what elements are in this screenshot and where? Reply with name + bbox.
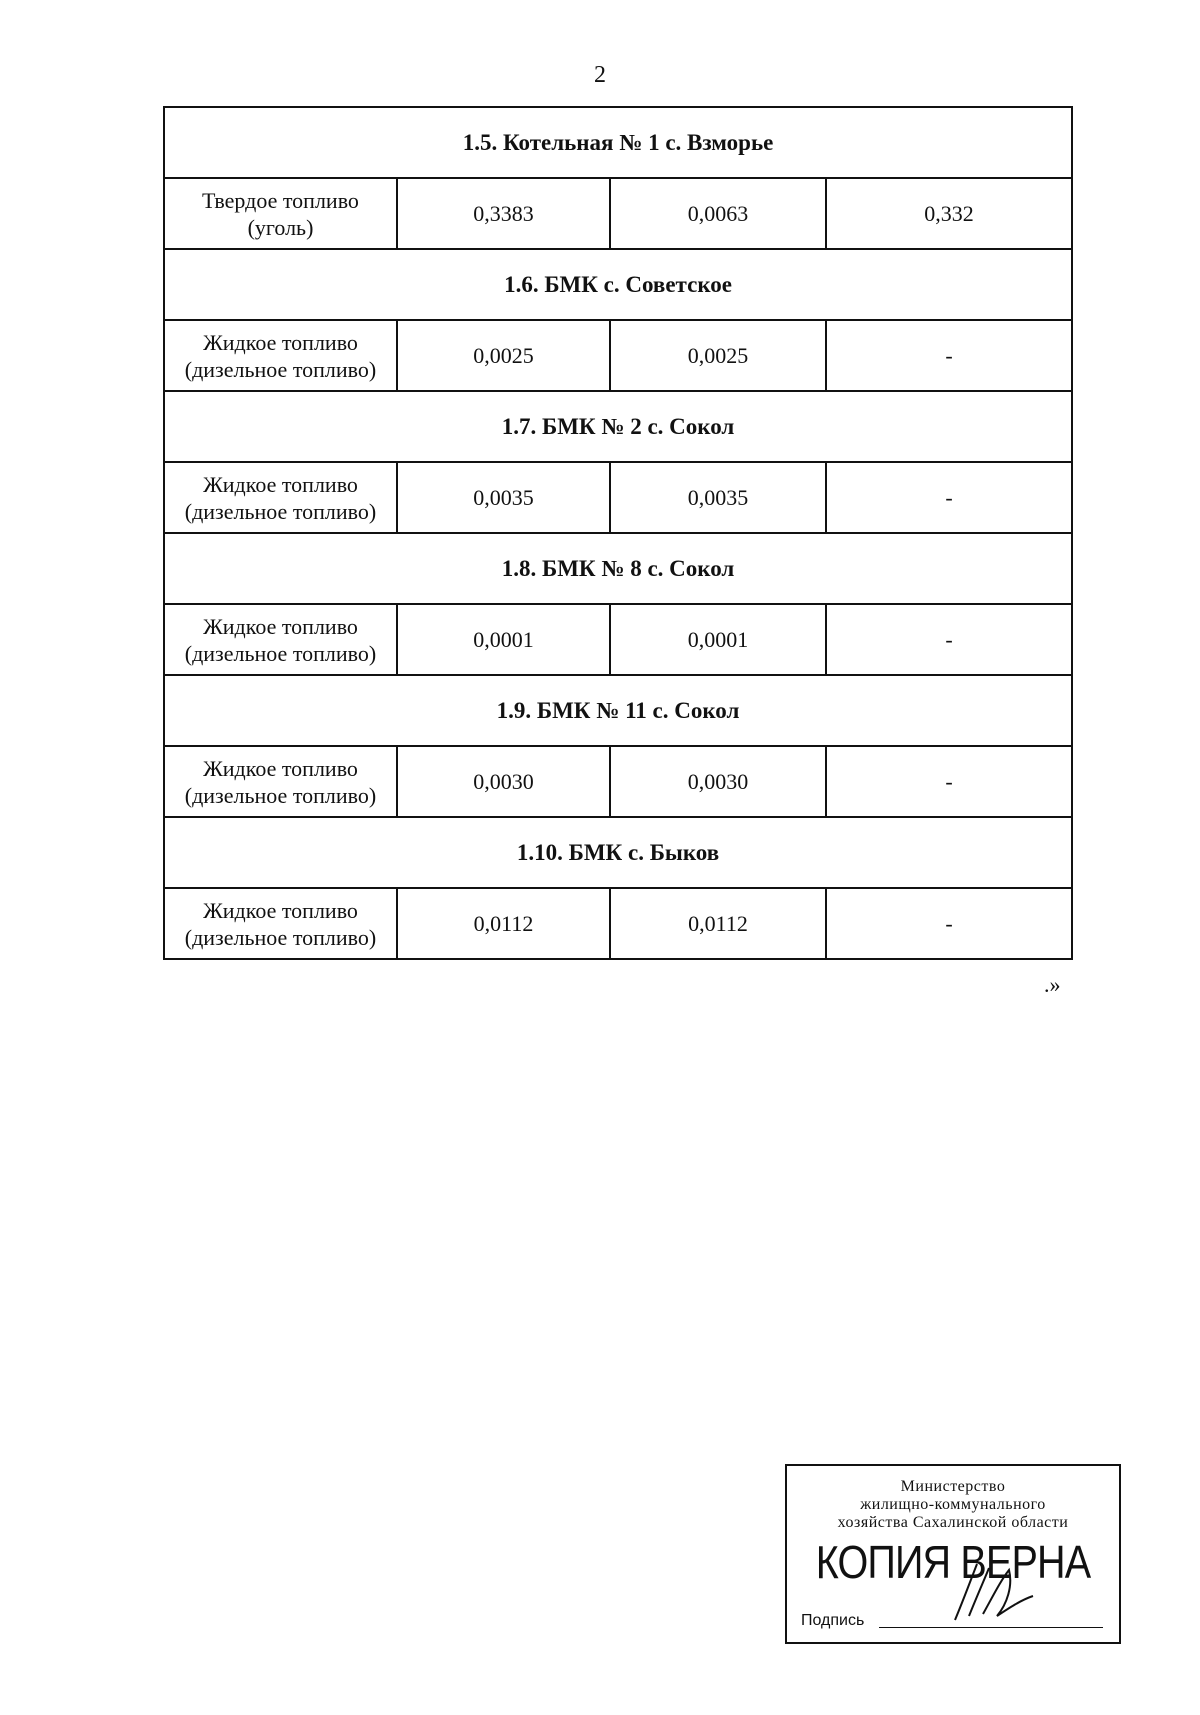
section-title: 1.5. Котельная № 1 с. Взморье [164, 107, 1072, 178]
handwritten-signature-icon [947, 1556, 1037, 1628]
table-row [164, 604, 1072, 675]
section-header-row [164, 249, 1072, 320]
value-cell-2: 0,0030 [610, 746, 826, 817]
section-header-row [164, 391, 1072, 462]
stamp-organization [787, 1478, 1119, 1532]
fuel-consumption-table [163, 106, 1073, 960]
stamp-org-line-2: жилищно-коммунального [860, 1496, 1046, 1513]
stamp-org-line-3: хозяйства Сахалинской области [837, 1514, 1069, 1531]
stamp-org-line-1: Министерство [900, 1478, 1006, 1495]
value-cell-3: - [826, 320, 1072, 391]
section-header-row [164, 107, 1072, 178]
section-title: 1.6. БМК с. Советское [164, 249, 1072, 320]
fuel-type-cell: Жидкое топливо (дизельное топливо) [164, 888, 397, 959]
table-row [164, 746, 1072, 817]
value-cell-3: - [826, 888, 1072, 959]
fuel-type-cell: Жидкое топливо (дизельное топливо) [164, 462, 397, 533]
section-title: 1.10. БМК с. Быков [164, 817, 1072, 888]
value-cell-3: - [826, 462, 1072, 533]
table-row [164, 320, 1072, 391]
value-cell-3: 0,332 [826, 178, 1072, 249]
section-title: 1.9. БМК № 11 с. Сокол [164, 675, 1072, 746]
value-cell-3: - [826, 604, 1072, 675]
value-cell-1: 0,0001 [397, 604, 610, 675]
section-header-row [164, 533, 1072, 604]
value-cell-1: 0,0025 [397, 320, 610, 391]
fuel-type-cell: Твердое топливо (уголь) [164, 178, 397, 249]
value-cell-2: 0,0025 [610, 320, 826, 391]
fuel-type-cell: Жидкое топливо (дизельное топливо) [164, 746, 397, 817]
section-header-row [164, 817, 1072, 888]
value-cell-2: 0,0112 [610, 888, 826, 959]
value-cell-1: 0,0112 [397, 888, 610, 959]
fuel-type-cell: Жидкое топливо (дизельное топливо) [164, 320, 397, 391]
stamp-signature-label: Подпись [801, 1612, 865, 1629]
table-row [164, 462, 1072, 533]
fuel-type-cell: Жидкое топливо (дизельное топливо) [164, 604, 397, 675]
value-cell-1: 0,0035 [397, 462, 610, 533]
certified-copy-stamp [785, 1464, 1121, 1644]
value-cell-3: - [826, 746, 1072, 817]
page-number: 2 [594, 62, 606, 88]
value-cell-2: 0,0001 [610, 604, 826, 675]
section-header-row [164, 675, 1072, 746]
closing-quote-mark: .» [1044, 972, 1061, 997]
value-cell-2: 0,0063 [610, 178, 826, 249]
value-cell-1: 0,0030 [397, 746, 610, 817]
value-cell-2: 0,0035 [610, 462, 826, 533]
section-title: 1.7. БМК № 2 с. Сокол [164, 391, 1072, 462]
stamp-title: КОПИЯ ВЕРНА [815, 1536, 1091, 1588]
table-row [164, 888, 1072, 959]
section-title: 1.8. БМК № 8 с. Сокол [164, 533, 1072, 604]
table-row [164, 178, 1072, 249]
value-cell-1: 0,3383 [397, 178, 610, 249]
